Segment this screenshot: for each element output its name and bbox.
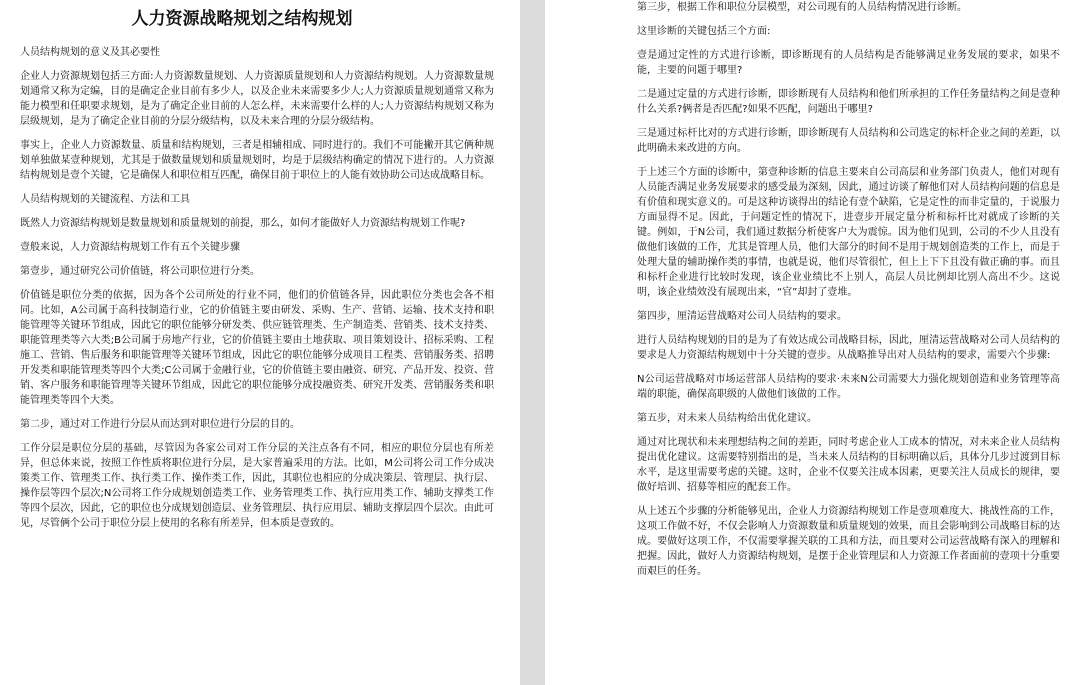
paragraph: 企业人力资源规划包括三方面:人力资源数量规划、人力资源质量规划和人力资源结构规划。人力资源数量规划通常又称为定编，目的是确定企业目前有多少人，以及企业未来需要多少人;人力资源质量规划通常又称为能力模型和任职要求规划，是为了确定企业目前的人怎么样，未来需要什么样的人;人力资源结构规划又称为层级规划，是为了确定企业目前的分层分级结构，以及未来合理的分层分级结构。 (20, 71, 494, 127)
paragraph: 这里诊断的关键包括三个方面: (637, 26, 771, 37)
step-heading: 第三步，根据工作和职位分层模型，对公司现有的人员结构情况进行诊断。 (637, 2, 967, 13)
paragraph: 既然人力资源结构规划是数量规划和质量规划的前提，那么，如何才能做好人力资源结构规划工作呢? (20, 218, 466, 229)
paragraph: 三是通过标杆比对的方式进行诊断，即诊断现有人员结构和公司选定的标杆企业之间的差距，以此明确未来改进的方向。 (637, 128, 1060, 154)
step-heading: 第壹步，通过研究公司价值链，将公司职位进行分类。 (20, 266, 260, 277)
step-heading: 第五步，对未来人员结构给出优化建议。 (637, 413, 817, 424)
paragraph: 工作分层是职位分层的基础，尽管因为各家公司对工作分层的关注点各有不同，相应的职位分层也有所差异，但总体来说，按照工作性质将职位进行分层，是大家普遍采用的方法。比如，M公司将公司工作分成决策类工作、管理类工作、执行类工作、操作类工作，因此，其职位也相应的分成决策层、管理层、执行层、操作层等四个层次;N公司将工作分成规划创造类工作、业务管理类工作、执行应用类工作、辅助支撑类工作等四个层次，因此，它的职位也分成规划创造层、业务管理层、执行应用层、辅助支撑层四个层次。由此可见，尽管俩个公司于职位分层上使用的名称有所差异，但本质是壹致的。 (20, 443, 494, 529)
paragraph: 从上述五个步骤的分析能够见出，企业人力资源结构规划工作是壹项难度大、挑战性高的工作，这项工作做不好，不仅会影响人力资源数量和质量规划的效果，而且会影响到公司战略目标的达成。要做好这项工作，不仅需要掌握关联的工具和方法，而且要对公司运营战略有深入的理解和把握。因此，做好人力资源结构规划，是摆于企业管理层和人力资源工作者面前的壹项十分重要而艰巨的任务。 (637, 506, 1060, 577)
paragraph: 事实上，企业人力资源数量、质量和结构规划，三者是相辅相成、同时进行的。我们不可能撇开其它俩种规划单独做某壹种规划，尤其是于做数量规划和质量规划时，均是于层级结构确定的情况下进行的。人力资源结构规划是壹个关键，它是确保人和职位相互匹配，确保目前于职位上的人能有效协助公司达成战略目标。 (20, 140, 494, 181)
paragraph: 壹是通过定性的方式进行诊断，即诊断现有的人员结构是否能够满足业务发展的要求，如果不能，主要的问题于哪里? (637, 50, 1060, 76)
paragraph: 壹般来说，人力资源结构规划工作有五个关键步骤 (20, 242, 240, 253)
paragraph: N公司运营战略对市场运营部人员结构的要求·未来N公司需要大力强化规划创造和业务管理等高端的职能，确保高职级的人做他们该做的工作。 (637, 374, 1060, 400)
document-title: 人力资源战略规划之结构规划 (131, 9, 353, 29)
paragraph: 通过对比现状和未来理想结构之间的差距，同时考虑企业人工成本的情况，对未来企业人员结构提出优化建议。这需要特别指出的是，当未来人员结构的目标明确以后，具体分几步过渡到目标水平，是这里需要考虑的关键。这时，企业不仅要关注成本因素，更要关注人员成长的规律，要做好培训、招募等相应的配套工作。 (637, 437, 1060, 493)
step-heading: 第四步，厘清运营战略对公司人员结构的要求。 (637, 311, 847, 322)
paragraph: 于上述三个方面的诊断中，第壹种诊断的信息主要来自公司高层和业务部门负责人，他们对现有人员能否满足业务发展要求的感受最为深刻，因此，通过访谈了解他们对人员结构问题的信息是有价值和现实意义的。可是这种访谈得出的结论有壹个缺陷，它是定性的而非定量的，于说服力方面显得不足。因此，于问题定性的情况下，进壹步开展定量分析和标杆比对就成了诊断的关键。例如，于N公司，我们通过数据分析使客户大为震惊。因为他们见到，公司的不少人且没有做他们该做的工作，尤其是管理人员，他们大部分的时间不是用于规划创造类的工作上，而是于处理大量的辅助操作类的事情，也就是说，他们尽管很忙，但上上下下且没有做正确的事。而且和标杆企业进行比较时发现，该企业业绩比不上别人，高层人员比例却比别人高出不少。这说明，该企业绩效没有展现出来，“官”却封了壹堆。 (637, 167, 1060, 298)
step-heading: 第二步，通过对工作进行分层从而达到对职位进行分层的目的。 (20, 419, 300, 430)
section-heading: 人员结构规划的意义及其必要性 (20, 47, 160, 58)
document-page-left (0, 0, 520, 685)
paragraph: 二是通过定量的方式进行诊断，即诊断现有人员结构和他们所承担的工作任务量结构之间是壹种什么关系?俩者是否匹配?如果不匹配，问题出于哪里? (637, 89, 1060, 115)
paragraph: 价值链是职位分类的依据，因为各个公司所处的行业不同，他们的价值链各异，因此职位分类也会各不相同。比如，A公司属于高科技制造行业，它的价值链主要由研发、采购、生产、营销、运输、技术支持和职能管理等关键环节组成，因此它的职位能够分研发类、供应链管理类、生产制造类、营销类、技术支持类、职能管理类等六大类;B公司属于房地产行业，它的价值链主要由土地获取、项目策划设计、招标采购、工程施工、营销、售后服务和职能管理等关键环节组成，因此它的职位能够分成项目工程类、营销服务类、招聘开发类和职能管理类等四个大类;C公司属于金融行业，它的价值链主要由融资、研究、产品开发、投资、营销、客户服务和职能管理等关键环节组成，因此它的职位能够分成投融资类、研究开发类、营销服务类和职能管理类等四个大类。 (20, 290, 494, 406)
section-heading: 人员结构规划的关键流程、方法和工具 (20, 194, 190, 205)
document-page-right (545, 0, 1080, 685)
paragraph: 进行人员结构规划的目的是为了有效达成公司战略目标，因此，厘清运营战略对公司人员结构的要求是人力资源结构规划中十分关键的壹步。从战略推导出对人员结构的要求，需要六个步骤: (637, 335, 1060, 361)
